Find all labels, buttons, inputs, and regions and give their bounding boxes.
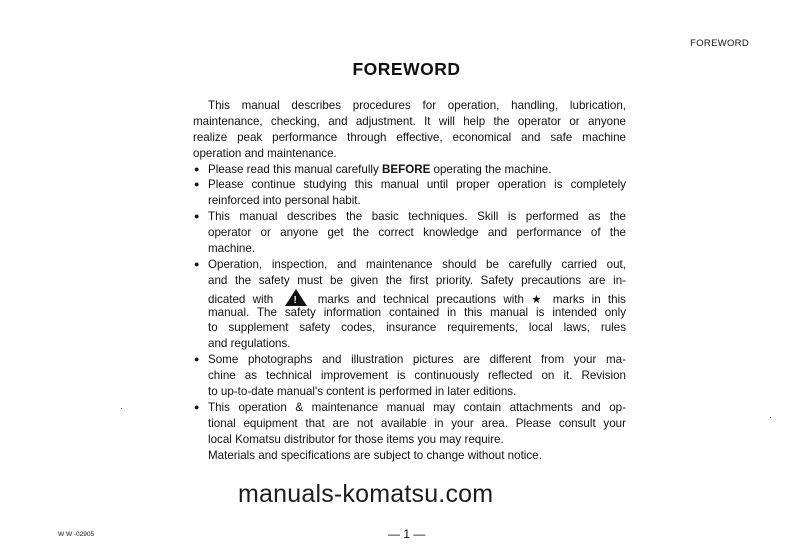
scan-speck	[121, 408, 122, 409]
bullet-icon: ●	[194, 401, 200, 412]
text-line	[193, 368, 626, 384]
line-text: operation and maintenance.	[193, 146, 337, 160]
text-line	[193, 400, 626, 416]
bullet-icon: ●	[194, 354, 200, 365]
line-text: tional equipment that are not available in your area. Please consult your	[208, 416, 626, 430]
bullet-icon: ●	[194, 211, 200, 222]
line-text: and the safety must be given the first priority. Safety precautions are in-	[208, 273, 626, 287]
text-line	[193, 193, 626, 209]
line-text: and regulations.	[208, 337, 291, 351]
page-title: FOREWORD	[352, 59, 461, 79]
line-text: realize peak performance through effective, economical and safe machine	[193, 130, 626, 144]
line-text-part: dicated with	[208, 292, 274, 306]
text-line	[193, 273, 626, 289]
line-text: Some photographs and illustration pictures are different from your ma-	[208, 353, 626, 367]
text-line	[193, 320, 626, 336]
text-line	[193, 98, 626, 114]
page-number: — 1 —	[388, 527, 426, 541]
running-header: FOREWORD	[690, 38, 749, 49]
line-text: chine as technical improvement is continuously reflected on it. Revision	[208, 369, 626, 383]
line-text: Please read this manual carefully BEFORE operating the machine.	[208, 162, 552, 176]
line-text: machine.	[208, 242, 256, 256]
line-text: Materials and specifications are subject to change without notice.	[208, 448, 542, 462]
emphasis: BEFORE	[382, 162, 431, 176]
warning-triangle-icon: !	[285, 289, 307, 306]
line-text: Operation, inspection, and maintenance should be carefully carried out,	[208, 257, 626, 271]
line-text: This operation & maintenance manual may contain attachments and op-	[208, 400, 626, 414]
text-line	[193, 209, 626, 225]
text-line	[193, 162, 626, 178]
text-line	[193, 416, 626, 432]
text-line	[193, 225, 626, 241]
bullet-icon: ●	[194, 258, 200, 269]
text-line	[193, 352, 626, 368]
line-text: to supplement safety codes, insurance requirements, local laws, rules	[208, 321, 626, 335]
text-line	[193, 146, 626, 162]
line-text: reinforced into personal habit.	[208, 194, 361, 208]
bullet-icon: ●	[194, 163, 200, 174]
text-line	[193, 130, 626, 146]
line-text: This manual describes procedures for operation, handling, lubrication,	[208, 99, 626, 112]
scan-speck	[770, 417, 771, 418]
line-text: This manual describes the basic techniques. Skill is performed as the	[208, 210, 626, 224]
text-line	[193, 384, 626, 400]
text-line	[193, 241, 626, 257]
document-code: W W -02905	[58, 531, 95, 538]
text-line	[193, 114, 626, 130]
text-line	[193, 336, 626, 352]
line-text: local Komatsu distributor for those items you may require.	[208, 432, 504, 446]
line-text: manual. The safety information contained in this manual is intended only	[208, 305, 626, 319]
text-line	[193, 177, 626, 193]
line-text: Please continue studying this manual until proper operation is completely	[208, 178, 626, 192]
text-line	[193, 257, 626, 273]
text-line	[193, 432, 626, 448]
watermark: manuals-komatsu.com	[238, 480, 494, 508]
text-line	[193, 289, 626, 305]
text-line	[193, 448, 626, 464]
line-text: maintenance, checking, and adjustment. It will help the operator or anyone	[193, 114, 626, 128]
line-text-part: marks and technical precautions with ★ marks in this	[317, 292, 626, 306]
foreword-body	[193, 98, 626, 463]
bullet-icon: ●	[194, 179, 200, 190]
text-line	[193, 305, 626, 321]
line-text: to up-to-date manual's content is performed in later editions.	[208, 385, 517, 399]
line-text: operator or anyone get the correct knowledge and performance of the	[208, 226, 626, 240]
